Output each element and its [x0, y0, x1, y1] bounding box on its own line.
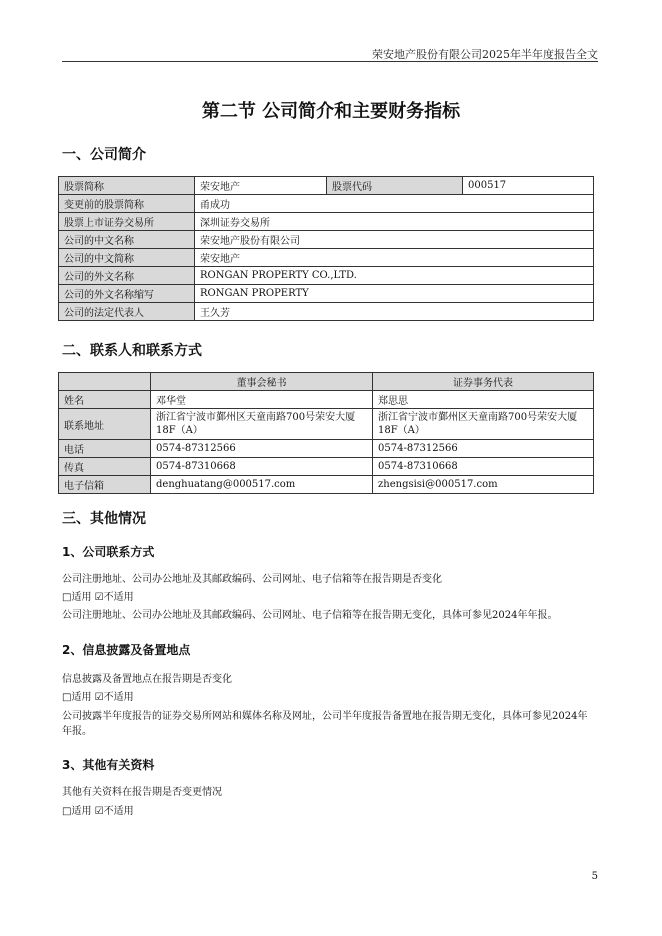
row-label: 电话: [59, 440, 151, 458]
row-label: 公司的法定代表人: [59, 303, 195, 321]
table-row: [59, 440, 594, 458]
disclosure-options: [62, 690, 594, 705]
contact-method-answer: 公司注册地址、公司办公地址及其邮政编码、公司网址、电子信箱等在报告期无变化，具体可参见2024年年报。: [62, 610, 558, 621]
row-value: 荣安地产: [195, 249, 594, 267]
secretary-value: 0574-87310668: [151, 458, 373, 476]
not-applicable-checkbox: ☑不适用: [94, 592, 134, 603]
page-number: 5: [591, 871, 598, 882]
not-applicable-checkbox: ☑不适用: [94, 806, 134, 817]
table-row: [59, 267, 594, 285]
table-row: [59, 195, 594, 213]
stock-code-value: 000517: [463, 177, 594, 195]
table-row: [59, 249, 594, 267]
section-title: 第二节 公司简介和主要财务指标: [201, 101, 461, 122]
row-label: 联系地址: [59, 409, 151, 440]
table-header-row: [59, 373, 594, 391]
other-info-heading: 三、其他情况: [62, 511, 146, 527]
rep-value: 郑思思: [373, 391, 594, 409]
contact-method-options: [62, 590, 594, 605]
table-row: [59, 476, 594, 494]
contact-method-question: 公司注册地址、公司办公地址及其邮政编码、公司网址、电子信箱等在报告期是否变化: [62, 574, 442, 585]
contact-heading: 二、联系人和联系方式: [62, 343, 202, 359]
rep-value: 浙江省宁波市鄞州区天童南路700号荣安大厦18F（A）: [373, 409, 594, 440]
stock-abbr-label: 股票简称: [59, 177, 195, 195]
other-data-question: 其他有关资料在报告期是否变更情况: [62, 787, 222, 798]
header-rule: [62, 61, 598, 62]
table-row: [59, 213, 594, 231]
row-label: 公司的中文名称: [59, 231, 195, 249]
contact-method-title: 1、公司联系方式: [62, 545, 155, 559]
applicable-checkbox: □适用: [62, 806, 92, 817]
row-label: 公司的外文名称: [59, 267, 195, 285]
row-label: 公司的中文简称: [59, 249, 195, 267]
row-label: 股票上市证券交易所: [59, 213, 195, 231]
blank-header: [59, 373, 151, 391]
board-secretary-header: 董事会秘书: [151, 373, 373, 391]
applicable-checkbox: □适用: [62, 592, 92, 603]
table-row: [59, 409, 594, 440]
other-data-title: 3、其他有关资料: [62, 758, 155, 772]
row-value: 荣安地产股份有限公司: [195, 231, 594, 249]
row-label: 姓名: [59, 391, 151, 409]
disclosure-title: 2、信息披露及备置地点: [62, 643, 191, 657]
company-profile-heading: 一、公司简介: [62, 147, 146, 163]
rep-value: 0574-87310668: [373, 458, 594, 476]
table-row: [59, 285, 594, 303]
secretary-value: 0574-87312566: [151, 440, 373, 458]
page-header-title: 荣安地产股份有限公司2025年半年度报告全文: [372, 48, 598, 61]
rep-value: zhengsisi@000517.com: [373, 476, 594, 494]
securities-rep-header: 证券事务代表: [373, 373, 594, 391]
rep-value: 0574-87312566: [373, 440, 594, 458]
table-row: [59, 458, 594, 476]
contact-table: [58, 372, 594, 494]
stock-abbr-value: 荣安地产: [195, 177, 327, 195]
disclosure-question: 信息披露及备置地点在报告期是否变化: [62, 674, 232, 685]
row-value: 甬成功: [195, 195, 594, 213]
company-profile-table: [58, 176, 594, 321]
row-value: 深圳证券交易所: [195, 213, 594, 231]
table-row: [59, 303, 594, 321]
row-label: 公司的外文名称缩写: [59, 285, 195, 303]
stock-code-label: 股票代码: [327, 177, 463, 195]
applicable-checkbox: □适用: [62, 692, 92, 703]
table-row: [59, 177, 594, 195]
row-label: 电子信箱: [59, 476, 151, 494]
row-value: 王久芳: [195, 303, 594, 321]
row-value: RONGAN PROPERTY CO.,LTD.: [195, 267, 594, 285]
secretary-value: 浙江省宁波市鄞州区天童南路700号荣安大厦18F（A）: [151, 409, 373, 440]
row-label: 变更前的股票简称: [59, 195, 195, 213]
row-value: RONGAN PROPERTY: [195, 285, 594, 303]
disclosure-answer: 公司披露半年度报告的证券交易所网站和媒体名称及网址，公司半年度报告备置地在报告期无变化，具体可参见2024年年报。: [62, 711, 588, 737]
secretary-value: denghuatang@000517.com: [151, 476, 373, 494]
not-applicable-checkbox: ☑不适用: [94, 692, 134, 703]
other-data-options: [62, 804, 594, 819]
table-row: [59, 391, 594, 409]
row-label: 传真: [59, 458, 151, 476]
secretary-value: 邓华堂: [151, 391, 373, 409]
table-row: [59, 231, 594, 249]
